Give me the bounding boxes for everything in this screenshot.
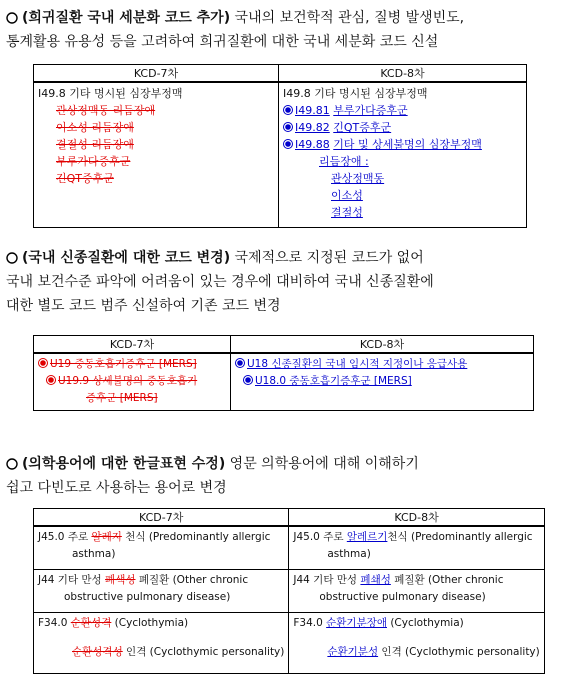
new-term: 순환기분장애	[326, 617, 387, 629]
deleted-item: 긴QT증후군	[56, 172, 114, 185]
sub-item: 관상정맥동	[331, 172, 385, 185]
deleted-item: U19 중동호흡기증후군 [MERS]	[38, 356, 226, 373]
column-header-kcd7: KCD-7차	[34, 336, 231, 354]
section-text: 대한 별도 코드 범주 신설하여 기존 코드 변경	[6, 298, 281, 314]
blue-dot-icon	[283, 139, 293, 149]
kcd8-cell	[279, 82, 527, 228]
section-text: 쉽고 다빈도로 사용하는 용어로 변경	[6, 480, 227, 496]
kcd8-cell: F34.0 순환기분장애 (Cyclothymia) 순환기분성 인격 (Cyclothymic personality)	[289, 613, 544, 674]
deleted-term: 순환성격	[70, 617, 112, 629]
section-text: 국내의 보건학적 관심, 질병 발생빈도,	[230, 10, 465, 26]
section-text: 통계활용 유용성 등을 고려하여 희귀질환에 대한 국내 세분화 코드 신설	[6, 34, 439, 50]
new-code-item: I49.82 긴QT증후군	[283, 119, 522, 136]
new-term: 폐쇄성	[360, 574, 391, 586]
deleted-item: 증후군 [MERS]	[86, 392, 158, 404]
new-code-item: U18 신종질환의 국내 임시적 지정이나 응급사용	[235, 356, 529, 373]
kcd7-cell: F34.0 순환성격 (Cyclothymia) 순환성격성 인격 (Cyclothymic personality)	[34, 613, 289, 674]
column-header-kcd8: KCD-8차	[289, 509, 544, 527]
circle-bullet-icon	[6, 452, 22, 466]
section-terminology	[6, 452, 554, 500]
deleted-item: 결절성 리듬장애	[56, 138, 134, 151]
kcd7-cell: J44 기타 만성 폐색성 폐질환 (Other chronic obstructive pulmonary disease)	[34, 570, 289, 613]
kcd-comparison-table-2	[33, 335, 534, 411]
new-code-item: U18.0 중동호흡기증후군 [MERS]	[235, 373, 529, 390]
section-heading: (국내 신종질환에 대한 코드 변경)	[22, 250, 231, 266]
circle-bullet-icon	[6, 246, 22, 260]
deleted-item: 부루가다증후군	[56, 155, 131, 168]
kcd7-cell	[34, 82, 279, 228]
blue-dot-icon	[283, 105, 293, 115]
sub-heading: 리듬장애 :	[319, 155, 369, 168]
section-heading: (희귀질환 국내 세분화 코드 추가)	[22, 10, 231, 26]
deleted-item: 관상정맥동 리듬장애	[56, 104, 156, 117]
kcd8-cell: J44 기타 만성 폐쇄성 폐질환 (Other chronic obstructive pulmonary disease)	[289, 570, 544, 613]
new-term: 알레르기	[346, 531, 388, 543]
kcd8-cell	[231, 353, 534, 411]
column-header-kcd8: KCD-8차	[231, 336, 534, 354]
deleted-item: 이소성 리듬장애	[56, 121, 134, 134]
red-dot-icon	[46, 375, 56, 385]
section-text: 국내 보건수준 파악에 어려움이 있는 경우에 대비하여 국내 신종질환에	[6, 274, 434, 290]
section-rare-disease	[6, 6, 554, 54]
kcd-comparison-table-1	[33, 64, 527, 228]
code-title: I49.8 기타 명시된 심장부정맥	[283, 87, 428, 100]
circle-bullet-icon	[6, 6, 22, 20]
section-text: 국제적으로 지정된 코드가 없어	[230, 250, 424, 266]
deleted-item: U19.9 상세불명의 중동호흡기	[38, 373, 226, 390]
blue-dot-icon	[235, 358, 245, 368]
deleted-term: 순환성격성	[72, 646, 123, 658]
blue-dot-icon	[243, 375, 253, 385]
new-code-item: I49.81 부루가다증후군	[283, 102, 522, 119]
column-header-kcd7: KCD-7차	[34, 65, 279, 83]
kcd8-cell: J45.0 주로 알레르기천식 (Predominantly allergic asthma)	[289, 526, 544, 570]
code-title: I49.8 기타 명시된 심장부정맥	[38, 87, 183, 100]
kcd7-cell	[34, 353, 231, 411]
sub-item: 결절성	[331, 206, 363, 219]
kcd-comparison-table-3	[33, 508, 545, 674]
section-text: 영문 의학용어에 대해 이해하기	[225, 456, 419, 472]
new-code-item: I49.88 기타 및 상세불명의 심장부정맥	[283, 136, 522, 153]
new-term: 순환기분성	[327, 646, 379, 658]
section-heading: (의학용어에 대한 한글표현 수정)	[22, 456, 226, 472]
sub-item: 이소성	[331, 189, 363, 202]
red-dot-icon	[38, 358, 48, 368]
blue-dot-icon	[283, 122, 293, 132]
deleted-term: 알레지	[91, 531, 122, 543]
column-header-kcd8: KCD-8차	[279, 65, 527, 83]
section-new-disease	[6, 246, 554, 318]
kcd7-cell: J45.0 주로 알레지 천식 (Predominantly allergic asthma)	[34, 526, 289, 570]
deleted-term: 폐색성	[105, 574, 136, 586]
column-header-kcd7: KCD-7차	[34, 509, 289, 527]
